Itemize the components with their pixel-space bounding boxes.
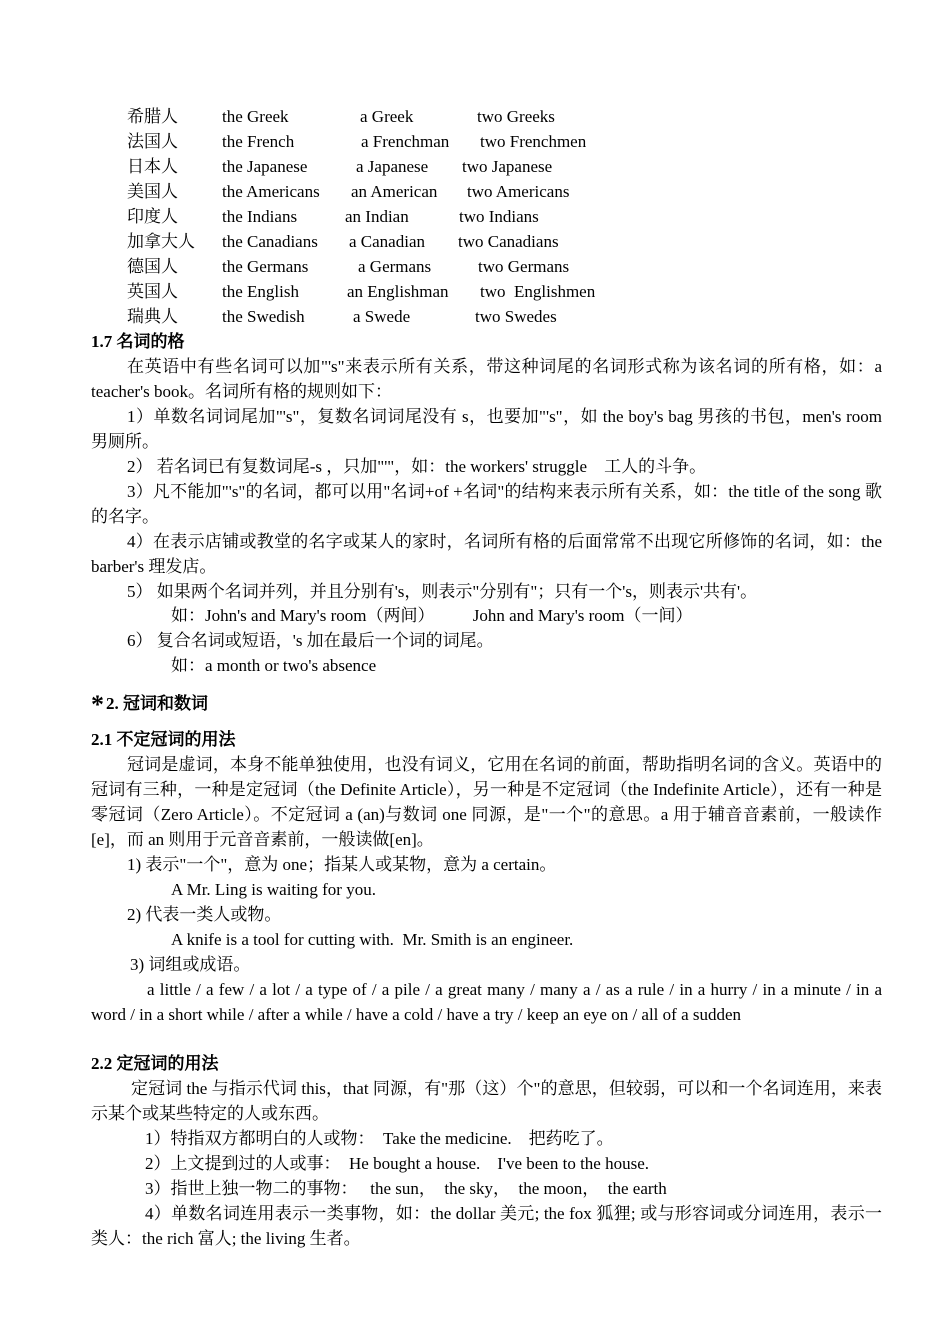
chapter-title: 2. 冠词和数词: [106, 694, 208, 713]
plural-form: two Americans: [467, 182, 570, 201]
plural-form: two Japanese: [462, 157, 553, 176]
section-heading: 2.2 定冠词的用法: [91, 1054, 219, 1073]
usage-item: 2）上文提到过的人或事： He bought a house. I've been to the house.: [145, 1154, 650, 1173]
singular-form: an Englishman: [347, 282, 449, 301]
paragraph: 在英语中有些名词可以加"'s"来表示所有关系，带这种词尾的名词形式称为该名词的所有格，如：a teacher's book。名词所有格的规则如下：: [91, 357, 882, 401]
example-line: 如：John's and Mary's room（两间） John and Mary's room（一间）: [171, 606, 693, 625]
collective-form: the English: [222, 282, 299, 301]
usage-item: 3）指世上独一物二的事物： the sun， the sky， the moon， the earth: [145, 1179, 667, 1198]
example-line: 如：a month or two's absence: [171, 656, 377, 675]
chinese-name: 印度人: [127, 207, 178, 226]
usage-item: 2) 代表一类人或物。: [127, 905, 282, 924]
collective-form: the Greek: [222, 107, 289, 126]
collective-form: the Swedish: [222, 307, 305, 326]
example-paragraph: a little / a few / a lot / a type of / a pile / a great many / many a / as a rule / in a hurry / in a minute / in a word / in a short while / after a while / have a cold / have a try / keep an eye on / all of a sudden: [91, 980, 882, 1024]
chapter-heading: [91, 689, 208, 719]
plural-form: two Swedes: [475, 307, 557, 326]
plural-form: two Greeks: [477, 107, 555, 126]
collective-form: the Americans: [222, 182, 320, 201]
collective-form: the Germans: [222, 257, 309, 276]
singular-form: a Japanese: [356, 157, 429, 176]
chinese-name: 日本人: [127, 157, 178, 176]
chinese-name: 英国人: [127, 282, 178, 301]
singular-form: a Greek: [360, 107, 414, 126]
rule-item: 2） 若名词已有复数词尾-s ，只加"'"，如：the workers' struggle 工人的斗争。: [127, 457, 707, 476]
section-heading: 2.1 不定冠词的用法: [91, 730, 236, 749]
example-line: A knife is a tool for cutting with. Mr. Smith is an engineer.: [171, 930, 574, 949]
usage-item: 1) 表示"一个"，意为 one；指某人或某物，意为 a certain。: [127, 855, 557, 874]
chinese-name: 美国人: [127, 182, 178, 201]
plural-form: two Germans: [478, 257, 570, 276]
chinese-name: 瑞典人: [127, 307, 178, 326]
rule-item: 4）在表示店铺或教堂的名字或某人的家时，名词所有格的后面常常不出现它所修饰的名词，如：the barber's 理发店。: [91, 532, 882, 576]
plural-form: two Canadians: [458, 232, 559, 251]
collective-form: the French: [222, 132, 295, 151]
chinese-name: 德国人: [127, 257, 178, 276]
plural-form: two Frenchmen: [480, 132, 587, 151]
singular-form: a Canadian: [349, 232, 425, 251]
rule-item: 6） 复合名词或短语，'s 加在最后一个词的词尾。: [127, 631, 494, 650]
chinese-name: 希腊人: [127, 107, 178, 126]
rule-item: 3）凡不能加"'s"的名词，都可以用"名词+of +名词"的结构来表示所有关系，如：the title of the song 歌的名字。: [91, 482, 882, 526]
example-line: A Mr. Ling is waiting for you.: [171, 880, 376, 899]
singular-form: a Swede: [353, 307, 411, 326]
chinese-name: 加拿大人: [127, 232, 195, 251]
section-heading: 1.7 名词的格: [91, 332, 185, 351]
singular-form: an Indian: [345, 207, 409, 226]
paragraph: 定冠词 the 与指示代词 this，that 同源，有"那（这）个"的意思，但较弱，可以和一个名词连用，来表示某个或某些特定的人或东西。: [91, 1079, 882, 1123]
rule-item: 1）单数名词词尾加"'s"，复数名词词尾没有 s，也要加"'s"，如 the boy's bag 男孩的书包，men's room 男厕所。: [91, 407, 882, 451]
rule-item: 5） 如果两个名词并列，并且分别有's，则表示"分别有"；只有一个's，则表示'共有'。: [127, 582, 758, 601]
collective-form: the Indians: [222, 207, 298, 226]
usage-item: 1）特指双方都明白的人或物： Take the medicine. 把药吃了。: [145, 1129, 614, 1148]
paragraph: 冠词是虚词，本身不能单独使用，也没有词义，它用在名词的前面，帮助指明名词的含义。英语中的冠词有三种，一种是定冠词（the Definite Article），另一种是不定冠词（the Indefinite Article），还有一种是零冠词（Zero Article）。不定冠词 a (an)与数词 one 同源，是"一个"的意思。a 用于辅音音素前，一般读作[e]，而 an 则用于元音音素前，一般读做[en]。: [91, 755, 882, 849]
plural-form: two Indians: [459, 207, 539, 226]
collective-form: the Canadians: [222, 232, 318, 251]
singular-form: an American: [351, 182, 438, 201]
usage-item: 3) 词组或成语。: [130, 955, 251, 974]
star-icon: *: [91, 690, 104, 719]
chinese-name: 法国人: [127, 132, 178, 151]
usage-item: 4）单数名词连用表示一类事物，如：the dollar 美元; the fox 狐狸; 或与形容词或分词连用，表示一类人：the rich 富人; the living 生者。: [91, 1204, 882, 1248]
plural-form: two Englishmen: [480, 282, 596, 301]
singular-form: a Germans: [358, 257, 432, 276]
collective-form: the Japanese: [222, 157, 308, 176]
singular-form: a Frenchman: [361, 132, 450, 151]
